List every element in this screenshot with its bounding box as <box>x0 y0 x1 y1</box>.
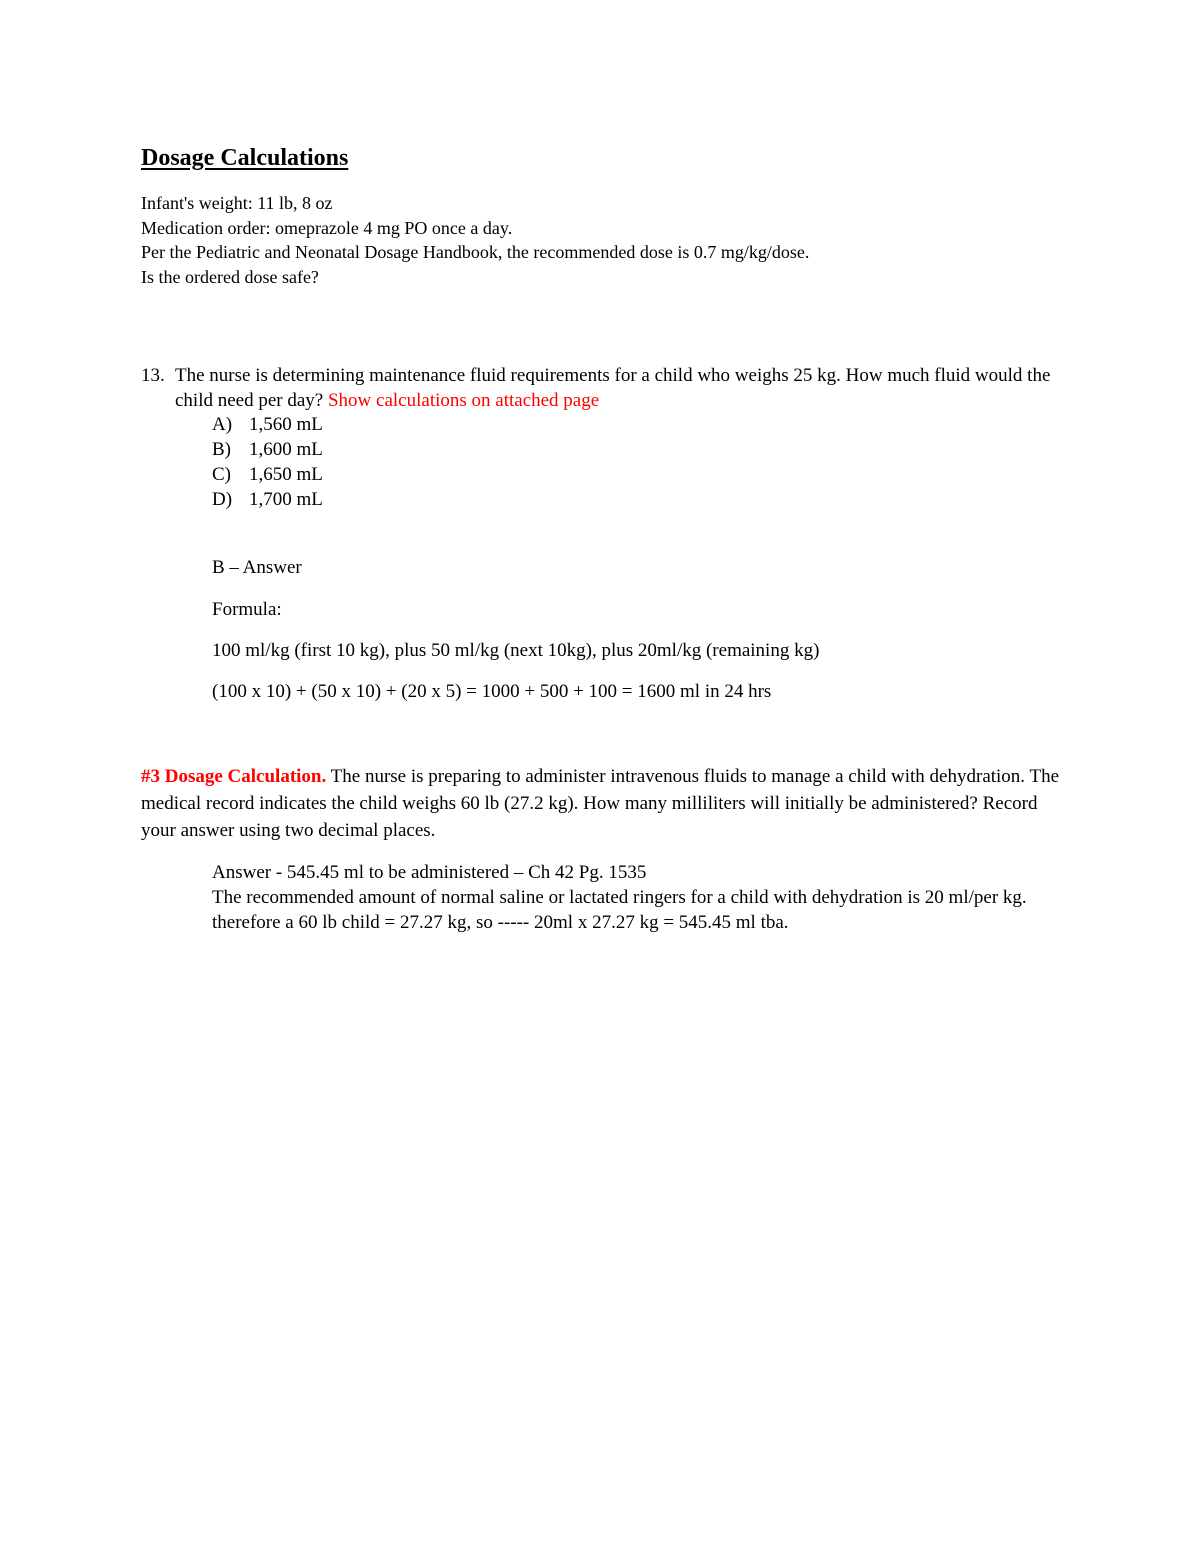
option-text: 1,650 mL <box>249 464 323 485</box>
option-text: 1,560 mL <box>249 414 323 435</box>
question-note: Show calculations on attached page <box>327 389 600 411</box>
q13-answer: B – Answer <box>212 557 302 578</box>
recommended-dose-line: Per the Pediatric and Neonatal Dosage Handbook, the recommended dose is 0.7 mg/kg/dose. <box>141 242 810 263</box>
answer-options <box>212 413 323 513</box>
formula-text: 100 ml/kg (first 10 kg), plus 50 ml/kg (next 10kg), plus 20ml/kg (remaining kg) <box>212 640 820 661</box>
option-c <box>212 463 323 488</box>
calculation-text: (100 x 10) + (50 x 10) + (20 x 5) = 1000 + 500 + 100 = 1600 ml in 24 hrs <box>212 681 772 702</box>
question-3-text: The nurse is preparing to administer intravenous fluids to manage a child with dehydration. The medical record indicates the child weighs 60 lb (27.2 kg). How many milliliters will initially be administered? Record your answer using two decimal places. <box>141 766 1059 841</box>
page-title: Dosage Calculations <box>141 145 349 171</box>
option-letter: A) <box>212 414 233 435</box>
question-3 <box>141 763 1061 844</box>
question-stem <box>175 364 1075 413</box>
infant-weight-line: Infant's weight: 11 lb, 8 oz <box>141 193 333 213</box>
option-letter: D) <box>212 489 233 510</box>
medication-order-line: Medication order: omeprazole 4 mg PO once a day. <box>141 217 513 238</box>
option-b <box>212 438 323 463</box>
safety-question-line: Is the ordered dose safe? <box>141 266 319 287</box>
question-number: 13. <box>141 365 165 386</box>
question-3-heading: #3 Dosage Calculation. <box>141 766 327 787</box>
question-3-answer: Answer - 545.45 ml to be administered – Ch 42 Pg. 1535 <box>212 862 647 883</box>
formula-label: Formula: <box>212 599 282 620</box>
question-3-explanation: The recommended amount of normal saline or lactated ringers for a child with dehydration is 20 ml/per kg. therefore a 60 lb child = 27.27 kg, so ----- 20ml x 27.27 kg = 545.45 ml tba. <box>212 887 1027 933</box>
question-3-answer-block <box>212 860 1062 935</box>
option-text: 1,600 mL <box>249 439 323 460</box>
question-text: The nurse is determining maintenance fluid requirements for a child who weighs 25 kg. How much fluid would the child need per day? <box>175 365 1051 411</box>
intro-section <box>141 191 809 289</box>
option-letter: C) <box>212 464 231 485</box>
option-text: 1,700 mL <box>249 489 323 510</box>
option-letter: B) <box>212 439 231 460</box>
option-d <box>212 488 323 513</box>
option-a <box>212 413 323 438</box>
